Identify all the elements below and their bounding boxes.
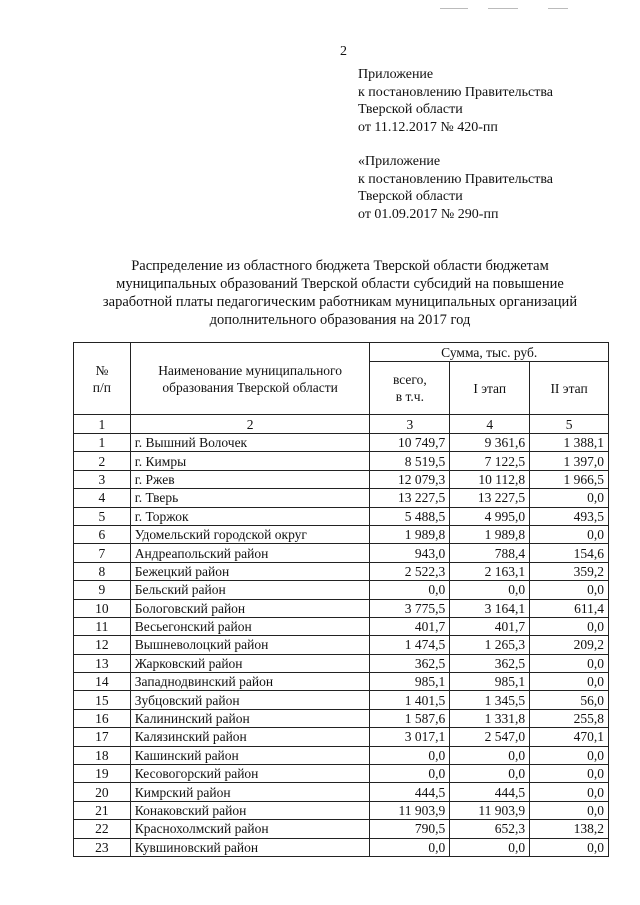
municipality-name-cell: г. Ржев — [130, 470, 370, 488]
stage1-cell: 7 122,5 — [450, 452, 530, 470]
row-number-cell: 18 — [74, 746, 131, 764]
municipality-name-cell: г. Кимры — [130, 452, 370, 470]
column-number: 2 — [130, 415, 370, 434]
column-header-stage1: I этап — [450, 362, 530, 415]
stage2-cell: 56,0 — [530, 691, 609, 709]
table-row — [74, 581, 609, 599]
stage1-cell: 0,0 — [450, 838, 530, 856]
header-line: к постановлению Правительства — [358, 171, 554, 187]
municipality-name-cell: Калязинский район — [130, 728, 370, 746]
column-header-name: Наименование муниципального образования Тверской области — [130, 343, 370, 415]
stage1-cell: 1 265,3 — [450, 636, 530, 654]
stage2-cell: 359,2 — [530, 562, 609, 580]
header-line: «Приложение — [358, 154, 441, 169]
total-cell: 10 749,7 — [370, 434, 450, 452]
row-number-cell: 10 — [74, 599, 131, 617]
table-row — [74, 654, 609, 672]
row-number-cell: 11 — [74, 617, 131, 635]
table-row — [74, 838, 609, 856]
document-title — [70, 257, 610, 329]
appendix-header-original — [358, 153, 553, 223]
stage1-cell: 788,4 — [450, 544, 530, 562]
stage2-cell: 1 388,1 — [530, 434, 609, 452]
stage2-cell: 0,0 — [530, 581, 609, 599]
stage1-cell: 2 163,1 — [450, 562, 530, 580]
municipality-name-cell: г. Торжок — [130, 507, 370, 525]
table-row — [74, 765, 609, 783]
row-number-cell: 2 — [74, 452, 131, 470]
table-row — [74, 599, 609, 617]
column-header-sum: Сумма, тыс. руб. — [370, 343, 609, 362]
table-row — [74, 544, 609, 562]
header-line: от 01.09.2017 № 290-пп — [358, 206, 499, 222]
stage2-cell: 1 966,5 — [530, 470, 609, 488]
scan-artifact — [548, 8, 568, 9]
header-line: от 11.12.2017 № 420-пп — [358, 119, 498, 135]
municipality-name-cell: Андреапольский район — [130, 544, 370, 562]
stage2-cell: 0,0 — [530, 783, 609, 801]
row-number-cell: 1 — [74, 434, 131, 452]
table-row — [74, 783, 609, 801]
column-number: 1 — [74, 415, 131, 434]
row-number-cell: 13 — [74, 654, 131, 672]
row-number-cell: 7 — [74, 544, 131, 562]
appendix-header-current — [358, 66, 553, 136]
total-cell: 13 227,5 — [370, 489, 450, 507]
subsidy-distribution-table — [73, 342, 609, 857]
table-row — [74, 820, 609, 838]
title-line: муниципальных образований Тверской области субсидий на повышение — [116, 276, 564, 292]
row-number-cell: 20 — [74, 783, 131, 801]
stage2-cell: 154,6 — [530, 544, 609, 562]
municipality-name-cell: Калининский район — [130, 709, 370, 727]
table-row — [74, 525, 609, 543]
total-cell: 2 522,3 — [370, 562, 450, 580]
total-cell: 3 775,5 — [370, 599, 450, 617]
stage1-cell: 10 112,8 — [450, 470, 530, 488]
stage1-cell: 1 331,8 — [450, 709, 530, 727]
stage1-cell: 1 989,8 — [450, 525, 530, 543]
column-header-total: всего, в т.ч. — [370, 362, 450, 415]
stage1-cell: 362,5 — [450, 654, 530, 672]
stage1-cell: 985,1 — [450, 673, 530, 691]
header-line: Тверской области — [358, 189, 463, 204]
row-number-cell: 4 — [74, 489, 131, 507]
municipality-name-cell: Весьегонский район — [130, 617, 370, 635]
row-number-cell: 5 — [74, 507, 131, 525]
stage1-cell: 11 903,9 — [450, 801, 530, 819]
total-cell: 11 903,9 — [370, 801, 450, 819]
municipality-name-cell: Кесовогорский район — [130, 765, 370, 783]
row-number-cell: 12 — [74, 636, 131, 654]
municipality-name-cell: Конаковский район — [130, 801, 370, 819]
stage1-cell: 0,0 — [450, 581, 530, 599]
total-cell: 0,0 — [370, 765, 450, 783]
table-row — [74, 617, 609, 635]
table-row — [74, 673, 609, 691]
row-number-cell: 9 — [74, 581, 131, 599]
scan-artifact — [488, 8, 518, 9]
stage2-cell: 138,2 — [530, 820, 609, 838]
stage2-cell: 0,0 — [530, 489, 609, 507]
table-row — [74, 709, 609, 727]
table-row — [74, 691, 609, 709]
total-cell: 0,0 — [370, 746, 450, 764]
total-cell: 444,5 — [370, 783, 450, 801]
row-number-cell: 19 — [74, 765, 131, 783]
stage2-cell: 611,4 — [530, 599, 609, 617]
stage2-cell: 0,0 — [530, 746, 609, 764]
stage1-cell: 3 164,1 — [450, 599, 530, 617]
column-number: 3 — [370, 415, 450, 434]
table-row — [74, 470, 609, 488]
row-number-cell: 6 — [74, 525, 131, 543]
municipality-name-cell: Удомельский городской округ — [130, 525, 370, 543]
total-cell: 0,0 — [370, 838, 450, 856]
municipality-name-cell: Краснохолмский район — [130, 820, 370, 838]
stage1-cell: 0,0 — [450, 746, 530, 764]
table-row — [74, 507, 609, 525]
municipality-name-cell: Кашинский район — [130, 746, 370, 764]
municipality-name-cell: г. Вышний Волочек — [130, 434, 370, 452]
total-cell: 8 519,5 — [370, 452, 450, 470]
table-row — [74, 728, 609, 746]
stage1-cell: 9 361,6 — [450, 434, 530, 452]
stage1-cell: 2 547,0 — [450, 728, 530, 746]
table-row — [74, 452, 609, 470]
title-line: дополнительного образования на 2017 год — [209, 312, 471, 328]
stage2-cell: 0,0 — [530, 801, 609, 819]
row-number-cell: 23 — [74, 838, 131, 856]
table-row — [74, 434, 609, 452]
table-row — [74, 489, 609, 507]
total-cell: 362,5 — [370, 654, 450, 672]
row-number-cell: 8 — [74, 562, 131, 580]
stage2-cell: 209,2 — [530, 636, 609, 654]
municipality-name-cell: г. Тверь — [130, 489, 370, 507]
column-header-stage2: II этап — [530, 362, 609, 415]
municipality-name-cell: Кувшиновский район — [130, 838, 370, 856]
total-cell: 12 079,3 — [370, 470, 450, 488]
stage1-cell: 1 345,5 — [450, 691, 530, 709]
stage2-cell: 470,1 — [530, 728, 609, 746]
table-row — [74, 746, 609, 764]
column-number: 4 — [450, 415, 530, 434]
scan-artifact — [440, 8, 468, 9]
total-cell: 985,1 — [370, 673, 450, 691]
stage2-cell: 0,0 — [530, 838, 609, 856]
row-number-cell: 3 — [74, 470, 131, 488]
total-cell: 790,5 — [370, 820, 450, 838]
title-line: Распределение из областного бюджета Тверской области бюджетам — [131, 258, 549, 274]
stage2-cell: 255,8 — [530, 709, 609, 727]
municipality-name-cell: Бежецкий район — [130, 562, 370, 580]
column-number: 5 — [530, 415, 609, 434]
table-row — [74, 801, 609, 819]
stage2-cell: 0,0 — [530, 765, 609, 783]
stage2-cell: 1 397,0 — [530, 452, 609, 470]
table-row — [74, 562, 609, 580]
header-line: Приложение — [358, 67, 434, 82]
row-number-cell: 14 — [74, 673, 131, 691]
municipality-name-cell: Бельский район — [130, 581, 370, 599]
total-cell: 3 017,1 — [370, 728, 450, 746]
stage1-cell: 444,5 — [450, 783, 530, 801]
row-number-cell: 22 — [74, 820, 131, 838]
header-line: к постановлению Правительства — [358, 84, 554, 100]
stage1-cell: 652,3 — [450, 820, 530, 838]
stage1-cell: 13 227,5 — [450, 489, 530, 507]
page-number: 2 — [340, 44, 347, 59]
total-cell: 1 474,5 — [370, 636, 450, 654]
municipality-name-cell: Кимрский район — [130, 783, 370, 801]
total-cell: 1 587,6 — [370, 709, 450, 727]
stage2-cell: 0,0 — [530, 617, 609, 635]
stage2-cell: 493,5 — [530, 507, 609, 525]
row-number-cell: 16 — [74, 709, 131, 727]
total-cell: 401,7 — [370, 617, 450, 635]
total-cell: 0,0 — [370, 581, 450, 599]
municipality-name-cell: Зубцовский район — [130, 691, 370, 709]
stage1-cell: 0,0 — [450, 765, 530, 783]
total-cell: 943,0 — [370, 544, 450, 562]
stage1-cell: 4 995,0 — [450, 507, 530, 525]
municipality-name-cell: Бологовский район — [130, 599, 370, 617]
column-number-row — [74, 415, 609, 434]
header-line: Тверской области — [358, 102, 463, 117]
column-header-number: № п/п — [74, 343, 131, 415]
total-cell: 1 401,5 — [370, 691, 450, 709]
stage1-cell: 401,7 — [450, 617, 530, 635]
total-cell: 1 989,8 — [370, 525, 450, 543]
stage2-cell: 0,0 — [530, 673, 609, 691]
title-line: заработной платы педагогическим работникам муниципальных организаций — [102, 294, 578, 310]
municipality-name-cell: Вышневолоцкий район — [130, 636, 370, 654]
row-number-cell: 17 — [74, 728, 131, 746]
table-row — [74, 636, 609, 654]
municipality-name-cell: Западнодвинский район — [130, 673, 370, 691]
row-number-cell: 15 — [74, 691, 131, 709]
municipality-name-cell: Жарковский район — [130, 654, 370, 672]
total-cell: 5 488,5 — [370, 507, 450, 525]
stage2-cell: 0,0 — [530, 654, 609, 672]
stage2-cell: 0,0 — [530, 525, 609, 543]
row-number-cell: 21 — [74, 801, 131, 819]
